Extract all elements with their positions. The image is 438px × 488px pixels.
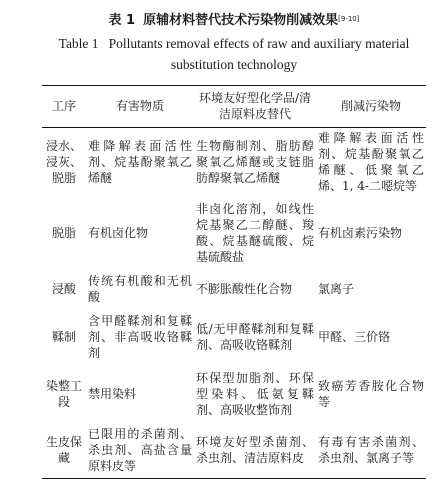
table-caption-cn — [42, 12, 426, 30]
header-process: 工序 — [42, 86, 86, 128]
citation-ref: [9-10] — [338, 15, 360, 23]
cell-hazardous-substance: 难降解表面活性剂、烷基酚聚氧乙烯醚 — [88, 139, 192, 185]
table-row — [42, 270, 426, 308]
table-row — [42, 128, 426, 197]
table-caption-en — [42, 33, 426, 75]
table-number-en: Table 1 — [58, 36, 99, 51]
cell-process: 浸酸 — [51, 282, 76, 296]
cell-substitute: 不膨胀酸性化合物 — [196, 282, 293, 296]
table-row — [42, 308, 426, 366]
table-row — [42, 422, 426, 479]
cell-substitute: 生物酶制剂、脂肪醇聚氧乙烯醚或支链脂肪醇聚氧乙烯醚 — [196, 139, 314, 185]
cell-process: 脱脂 — [51, 226, 76, 240]
cell-substitute: 低/无甲醛鞣剂和复鞣剂、高吸收铬鞣剂 — [196, 322, 314, 352]
table-header-row — [42, 86, 426, 128]
header-reduced-pollutant: 削减污染物 — [316, 86, 426, 128]
cell-hazardous-substance: 有机卤化物 — [88, 226, 149, 240]
cell-reduced-pollutant: 甲醛、三价铬 — [318, 330, 391, 344]
table-container — [42, 12, 426, 479]
header-hazardous-substance: 有害物质 — [86, 86, 194, 128]
cell-reduced-pollutant: 致癌芳香胺化合物等 — [318, 379, 424, 409]
cell-substitute: 非卤化溶剂，如线性烷基聚乙二醇醚、羧酸、烷基醚硫酸、烷基硫酸盐 — [196, 202, 314, 264]
table-number-cn: 表 1 — [108, 13, 136, 28]
cell-process: 染整工段 — [45, 379, 82, 409]
cell-reduced-pollutant: 有机卤素污染物 — [318, 226, 403, 240]
table-title-en: Pollutants removal effects of raw and auxiliary material substitution technology — [108, 36, 410, 72]
cell-hazardous-substance: 传统有机酸和无机酸 — [88, 274, 192, 304]
cell-reduced-pollutant: 难降解表面活性剂、烷基酚聚氧乙烯醚、低聚氧乙烯、1, 4-二噁烷等 — [318, 131, 424, 193]
cell-substitute: 环境友好型杀菌剂、杀虫剂、清洁原料皮 — [196, 435, 314, 465]
cell-process: 生皮保藏 — [45, 435, 82, 465]
cell-hazardous-substance: 已限用的杀菌剂、杀虫剂、高盐含量原料皮等 — [88, 427, 192, 473]
cell-reduced-pollutant: 有毒有害杀菌剂、杀虫剂、氯离子等 — [318, 435, 424, 465]
pollutant-removal-table — [42, 85, 426, 479]
cell-process: 鞣制 — [51, 330, 76, 344]
cell-process: 浸水、浸灰、脱脂 — [45, 139, 82, 185]
cell-substitute: 环保型加脂剂、环保型染料、低氨复鞣剂、高吸收整饰剂 — [196, 371, 314, 417]
table-row — [42, 196, 426, 270]
table-row — [42, 366, 426, 422]
header-substitute: 环境友好型化学品/清洁原料皮替代 — [194, 86, 316, 128]
cell-hazardous-substance: 禁用染料 — [88, 387, 137, 401]
cell-reduced-pollutant: 氯离子 — [318, 282, 355, 296]
cell-hazardous-substance: 含甲醛鞣剂和复鞣剂、非高吸收铬鞣剂 — [88, 314, 192, 360]
table-title-cn: 原辅材料替代技术污染物削减效果 — [143, 13, 339, 28]
